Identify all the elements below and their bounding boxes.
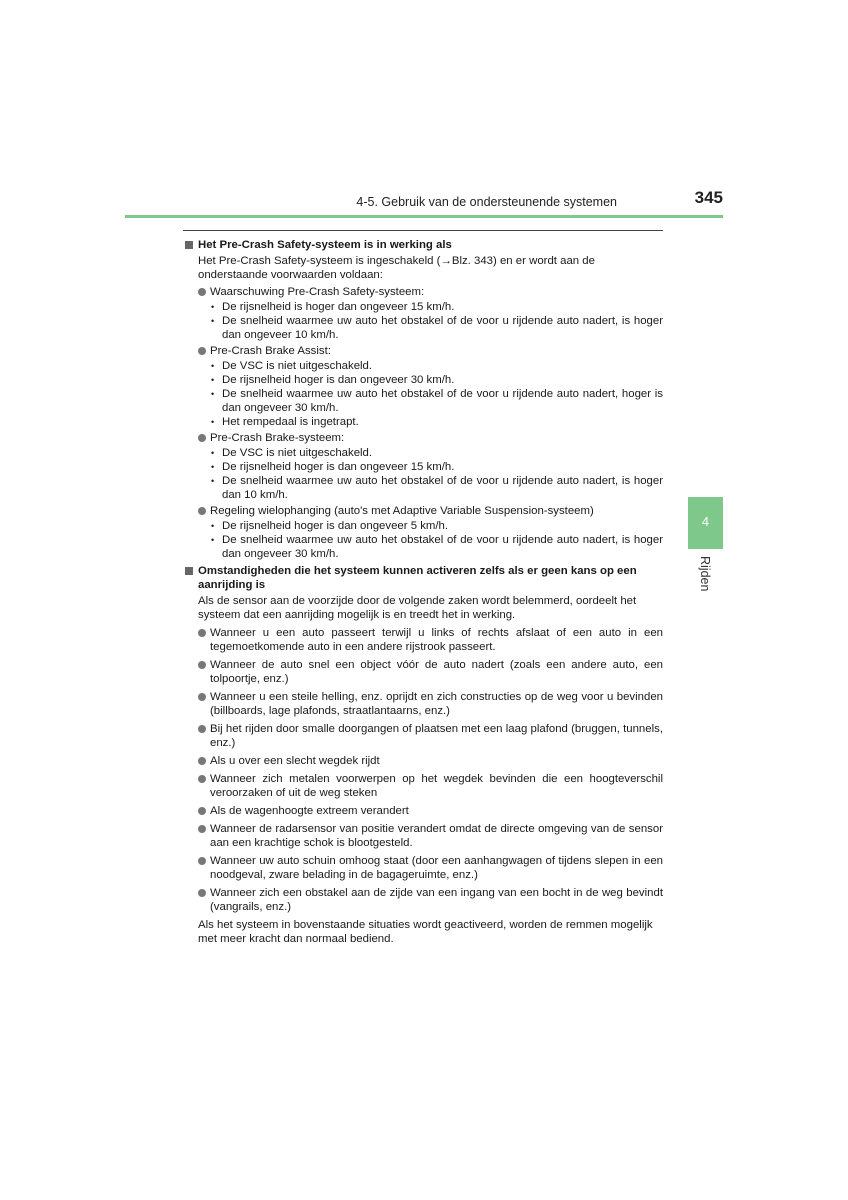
list-item <box>183 804 663 818</box>
sub-list-item <box>183 446 663 460</box>
sub-list-item <box>183 373 663 387</box>
circle-bullet-icon <box>198 507 206 515</box>
heading-text: Omstandigheden die het systeem kunnen activeren zelfs als er geen kans op een aanrijding is <box>198 565 637 591</box>
list-item-text: Wanneer de radarsensor van positie verandert omdat de directe omgeving van de sensor aan een krachtige schok is blootgesteld. <box>210 823 663 849</box>
small-bullet-icon: • <box>211 302 215 312</box>
list-item <box>183 626 663 654</box>
list-item <box>183 690 663 718</box>
circle-bullet-icon <box>198 825 206 833</box>
small-bullet-icon: • <box>211 316 215 326</box>
section-intro: Het Pre-Crash Safety-systeem is ingeschakeld (→Blz. 343) en er wordt aan de onderstaande voorwaarden voldaan: <box>198 255 595 281</box>
page-header <box>125 189 723 218</box>
list-item <box>183 754 663 768</box>
sub-list-item <box>183 415 663 429</box>
circle-bullet-icon <box>198 757 206 765</box>
list-item <box>183 822 663 850</box>
sub-list-item <box>183 387 663 415</box>
section-heading <box>183 238 663 252</box>
sub-list-text: De VSC is niet uitgeschakeld. <box>222 360 373 372</box>
list-item-text: Wanneer uw auto schuin omhoog staat (door een aanhangwagen of tijdens slepen in een noodgeval, zware belading in de bagageruimte, enz.) <box>210 855 663 881</box>
section-heading <box>183 564 663 592</box>
sub-list-text: De rijsnelheid is hoger dan ongeveer 15 km/h. <box>222 301 455 313</box>
section-outro: Als het systeem in bovenstaande situaties wordt geactiveerd, worden de remmen mogelijk met meer kracht dan normaal bediend. <box>198 919 653 945</box>
circle-bullet-icon <box>198 434 206 442</box>
small-bullet-icon: • <box>211 462 215 472</box>
small-bullet-icon: • <box>211 375 215 385</box>
sub-list-item <box>183 460 663 474</box>
circle-bullet-icon <box>198 807 206 815</box>
sub-list-text: De rijsnelheid hoger is dan ongeveer 15 km/h. <box>222 461 455 473</box>
small-bullet-icon: • <box>211 476 215 486</box>
circle-bullet-icon <box>198 347 206 355</box>
page-content <box>183 238 663 949</box>
small-bullet-icon: • <box>211 361 215 371</box>
small-bullet-icon: • <box>211 389 215 399</box>
small-bullet-icon: • <box>211 521 215 531</box>
sub-list-text: De VSC is niet uitgeschakeld. <box>222 447 373 459</box>
small-bullet-icon: • <box>211 448 215 458</box>
list-item <box>183 431 663 445</box>
list-item-text: Als de wagenhoogte extreem verandert <box>210 805 409 817</box>
section-intro: Als de sensor aan de voorzijde door de volgende zaken wordt belemmerd, oordeelt het systeem dat een aanrijding mogelijk is en treedt het in werking. <box>198 595 637 621</box>
list-item <box>183 344 663 358</box>
circle-bullet-icon <box>198 725 206 733</box>
list-item-text: Wanneer u een steile helling, enz. oprijdt en zich constructies op de weg voor u bevinden (billboards, lage plafonds, straatlantaarns, enz.) <box>210 691 663 717</box>
list-item-label: Pre-Crash Brake Assist: <box>210 345 331 357</box>
sub-list <box>183 446 663 502</box>
sub-list-item <box>183 519 663 533</box>
heading-text: Het Pre-Crash Safety-systeem is in werking als <box>198 239 452 251</box>
circle-bullet-icon <box>198 857 206 865</box>
list-item-text: Wanneer zich metalen voorwerpen op het wegdek bevinden die een hoogteverschil veroorzaken of uit de weg steken <box>210 773 663 799</box>
section-title: 4-5. Gebruik van de ondersteunende systemen <box>356 195 617 209</box>
circle-bullet-icon <box>198 288 206 296</box>
list-item <box>183 854 663 882</box>
square-bullet-icon <box>185 567 193 575</box>
list-item <box>183 722 663 750</box>
list-item-label: Pre-Crash Brake-systeem: <box>210 432 345 444</box>
list-item-text: Wanneer zich een obstakel aan de zijde van een ingang van een bocht in de weg bevindt (vangrails, enz.) <box>210 887 663 913</box>
small-bullet-icon: • <box>211 535 215 545</box>
content-divider <box>183 230 663 231</box>
sub-list-text: Het rempedaal is ingetrapt. <box>222 416 359 428</box>
circle-bullet-icon <box>198 661 206 669</box>
sub-list-text: De snelheid waarmee uw auto het obstakel of de voor u rijdende auto nadert, is hoger dan ongeveer 10 km/h. <box>222 315 663 341</box>
chapter-tab <box>688 497 723 549</box>
sub-list-item <box>183 533 663 561</box>
page-number: 345 <box>694 188 723 207</box>
small-bullet-icon: • <box>211 417 215 427</box>
list-item <box>183 772 663 800</box>
circle-bullet-icon <box>198 775 206 783</box>
list-item <box>183 285 663 299</box>
list-item <box>183 658 663 686</box>
sub-list-item <box>183 474 663 502</box>
sub-list <box>183 519 663 561</box>
sub-list-text: De snelheid waarmee uw auto het obstakel of de voor u rijdende auto nadert, hoger is dan ongeveer 30 km/h. <box>222 388 663 414</box>
list-item <box>183 886 663 914</box>
chapter-label: Rijden <box>698 556 712 592</box>
sub-list-item <box>183 314 663 342</box>
sub-list-text: De rijsnelheid hoger is dan ongeveer 30 km/h. <box>222 374 455 386</box>
sub-list-text: De snelheid waarmee uw auto het obstakel of de voor u rijdende auto nadert, is hoger dan 10 km/h. <box>222 475 663 501</box>
circle-bullet-icon <box>198 693 206 701</box>
circle-bullet-icon <box>198 629 206 637</box>
square-bullet-icon <box>185 241 193 249</box>
sub-list-text: De rijsnelheid hoger is dan ongeveer 5 km/h. <box>222 520 449 532</box>
list-item-text: Wanneer u een auto passeert terwijl u links of rechts afslaat of een auto in een tegemoetkomende auto in een andere rijstrook passeert. <box>210 627 663 653</box>
list-item-text: Als u over een slecht wegdek rijdt <box>210 755 380 767</box>
list-item-label: Regeling wielophanging (auto's met Adaptive Variable Suspension-systeem) <box>210 505 594 517</box>
sub-list <box>183 359 663 429</box>
sub-list <box>183 300 663 342</box>
sub-list-item <box>183 300 663 314</box>
list-item-label: Waarschuwing Pre-Crash Safety-systeem: <box>210 286 425 298</box>
sub-list-text: De snelheid waarmee uw auto het obstakel of de voor u rijdende auto nadert, is hoger dan ongeveer 30 km/h. <box>222 534 663 560</box>
chapter-number: 4 <box>701 514 710 529</box>
list-item <box>183 504 663 518</box>
circle-bullet-icon <box>198 889 206 897</box>
list-item-text: Wanneer de auto snel een object vóór de auto nadert (zoals een andere auto, een tolpoortje, enz.) <box>210 659 663 685</box>
sub-list-item <box>183 359 663 373</box>
list-item-text: Bij het rijden door smalle doorgangen of plaatsen met een laag plafond (bruggen, tunnels, enz.) <box>210 723 663 749</box>
